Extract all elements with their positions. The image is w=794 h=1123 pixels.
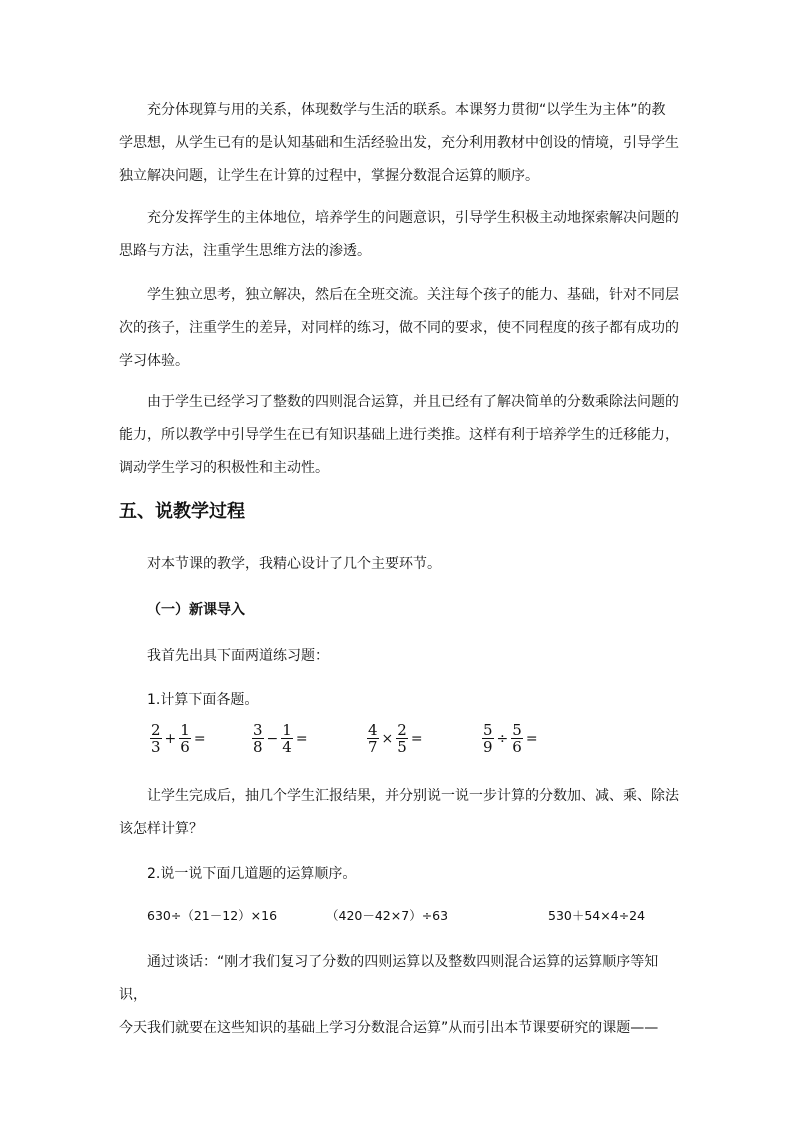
intro-line: 对本节课的教学，我精心设计了几个主要环节。 bbox=[147, 556, 441, 572]
paragraph-2 bbox=[119, 202, 679, 268]
question-2-label: 2.说一说下面几道题的运算顺序。 bbox=[147, 866, 357, 882]
order-expression: 630÷（21－12）×16 bbox=[147, 908, 278, 923]
fraction-expression bbox=[149, 722, 208, 755]
question-1-label: 1.计算下面各题。 bbox=[147, 692, 259, 708]
paragraph-line: 学习体验。 bbox=[119, 353, 189, 369]
paragraph-line: 充分发挥学生的主体地位，培养学生的问题意识，引导学生积极主动地探索解决问题的 bbox=[147, 210, 679, 226]
operator: + bbox=[164, 730, 177, 747]
paragraph-line: 调动学生学习的积极性和主动性。 bbox=[119, 460, 329, 476]
operator: − bbox=[266, 730, 279, 747]
paragraph-line: 能力，所以教学中引导学生在已有知识基础上进行类推。这样有利于培养学生的迁移能力， bbox=[119, 427, 679, 443]
paragraph-6 bbox=[119, 946, 679, 1045]
equals-sign: = bbox=[295, 730, 308, 747]
operator: ÷ bbox=[496, 730, 509, 747]
order-expression: 530＋54×4÷24 bbox=[548, 908, 646, 923]
paragraph-line: 学思想，从学生已有的是认知基础和生活经验出发，充分利用教材中创设的情境，引导学生 bbox=[119, 135, 679, 151]
fraction: $\frac{5}{9}$ bbox=[483, 721, 493, 756]
fraction: $\frac{1}{6}$ bbox=[180, 721, 190, 756]
fraction: $\frac{5}{6}$ bbox=[512, 721, 522, 756]
fraction: $\frac{3}{8}$ bbox=[253, 721, 263, 756]
fraction: $\frac{4}{7}$ bbox=[368, 721, 378, 756]
fraction-expression bbox=[366, 722, 425, 755]
equals-sign: = bbox=[193, 730, 206, 747]
fraction: $\frac{2}{5}$ bbox=[397, 721, 407, 756]
operator: × bbox=[381, 730, 394, 747]
paragraph-line: 独立解决问题，让学生在计算的过程中，掌握分数混合运算的顺序。 bbox=[119, 168, 539, 184]
fraction: $\frac{1}{4}$ bbox=[282, 721, 292, 756]
paragraph-line: 今天我们就要在这些知识的基础上学习分数混合运算”从而引出本节课要研究的课题—— bbox=[119, 1020, 659, 1036]
paragraph-line: 充分体现算与用的关系，体现数学与生活的联系。本课努力贯彻“以学生为主体”的教 bbox=[147, 102, 666, 118]
subheading: （一）新课导入 bbox=[147, 602, 245, 618]
paragraph-line: 该怎样计算？ bbox=[119, 821, 203, 837]
paragraph-1 bbox=[119, 94, 679, 193]
fraction: $\frac{2}{3}$ bbox=[151, 721, 161, 756]
equals-sign: = bbox=[410, 730, 423, 747]
paragraph-4 bbox=[119, 386, 679, 485]
paragraph-line: 学生独立思考，独立解决，然后在全班交流。关注每个孩子的能力、基础，针对不同层 bbox=[147, 287, 679, 303]
section-heading: 五、说教学过程 bbox=[119, 501, 245, 522]
order-expression: （420－42×7）÷63 bbox=[326, 908, 449, 923]
fraction-expression bbox=[251, 722, 310, 755]
paragraph-line: 让学生完成后，抽几个学生汇报结果，并分别说一说一步计算的分数加、减、乘、除法 bbox=[147, 788, 679, 804]
fraction-expression bbox=[481, 722, 540, 755]
equals-sign: = bbox=[525, 730, 538, 747]
exercise-intro: 我首先出具下面两道练习题： bbox=[147, 648, 329, 664]
paragraph-5 bbox=[119, 780, 679, 846]
paragraph-line: 通过谈话：“刚才我们复习了分数的四则运算以及整数四则混合运算的运算顺序等知识， bbox=[119, 954, 659, 1003]
paragraph-line: 由于学生已经学习了整数的四则混合运算，并且已经有了解决简单的分数乘除法问题的 bbox=[147, 394, 679, 410]
paragraph-3 bbox=[119, 279, 679, 378]
paragraph-line: 思路与方法，注重学生思维方法的渗透。 bbox=[119, 243, 371, 259]
paragraph-line: 次的孩子，注重学生的差异，对同样的练习，做不同的要求，使不同程度的孩子都有成功的 bbox=[119, 320, 679, 336]
